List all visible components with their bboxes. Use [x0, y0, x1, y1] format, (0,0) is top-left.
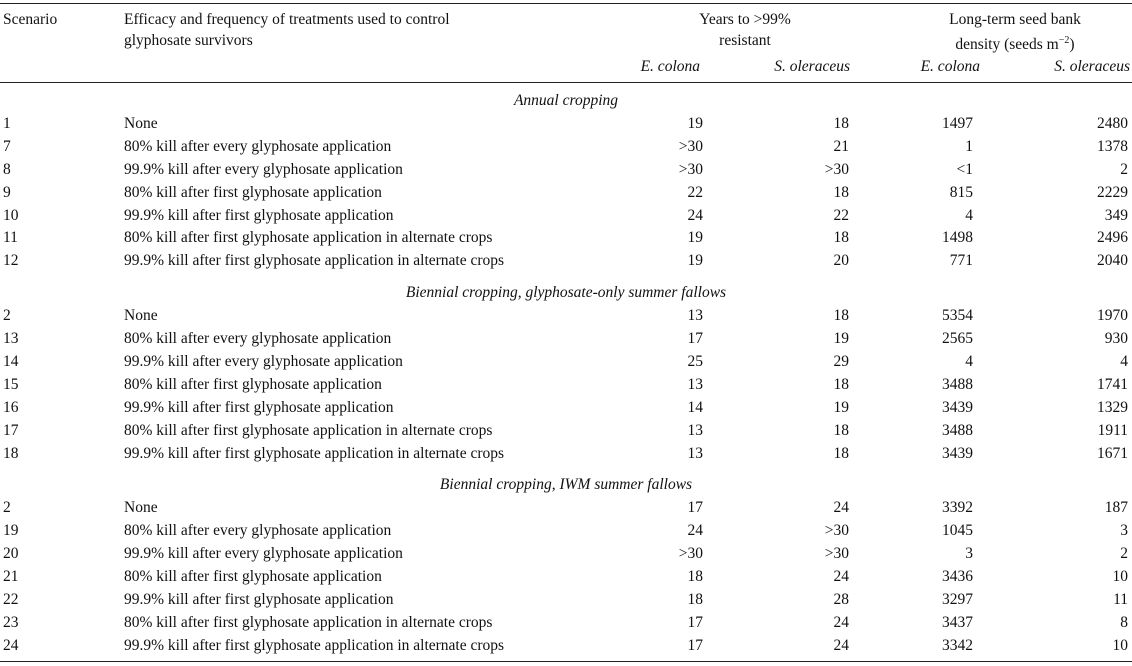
treatment-cell: None: [124, 307, 158, 325]
scenario-cell: 10: [3, 206, 19, 224]
density-so-cell: 930: [1104, 330, 1128, 347]
years-so-cell: 24: [833, 499, 849, 517]
density-so-cell: 8: [1120, 613, 1128, 631]
years-so-cell: 21: [833, 137, 849, 155]
density-so-cell: 4: [1120, 352, 1128, 370]
years-ec-cell: 17: [687, 636, 703, 654]
table-row: [0, 350, 1132, 373]
table-row: [0, 396, 1132, 419]
years-ec-cell: 13: [687, 421, 703, 439]
scenario-cell: 22: [3, 590, 19, 608]
treatment-cell: 80% kill after first glyphosate application in alternate crops: [124, 613, 493, 631]
years-ec-cell: 19: [687, 114, 703, 132]
treatment-cell: 99.9% kill after every glyphosate application: [124, 352, 403, 370]
years-so-cell: >30: [824, 545, 849, 563]
table-row: [0, 542, 1132, 565]
section-heading: [0, 89, 1132, 112]
scenario-cell: 21: [3, 568, 19, 585]
treatment-cell: 99.9% kill after first glyphosate application in alternate crops: [124, 252, 505, 270]
header-density-species-so: S. oleraceus: [1054, 58, 1130, 75]
treatment-cell: None: [124, 499, 158, 517]
table-row: [0, 249, 1132, 272]
years-so-cell: 29: [833, 352, 849, 370]
density-ec-cell: 4: [965, 206, 973, 224]
years-so-cell: 20: [833, 252, 849, 270]
scenario-cell: 7: [3, 137, 11, 155]
scenario-cell: 2: [3, 307, 11, 325]
table-row: [0, 634, 1132, 657]
section-heading-italic: Biennial cropping: [405, 284, 518, 302]
section-heading: [0, 473, 1132, 496]
treatment-cell: 80% kill after first glyphosate application: [124, 568, 382, 585]
scenario-cell: 15: [3, 375, 19, 393]
treatment-cell: 80% kill after first glyphosate application in alternate crops: [124, 229, 493, 247]
density-ec-cell: 771: [949, 252, 973, 270]
section-heading-rest: , glyphosate-only summer fallows: [517, 284, 727, 302]
table-row: [0, 158, 1132, 181]
years-so-cell: 24: [833, 613, 849, 631]
density-so-cell: 2: [1120, 545, 1128, 563]
table-row: [0, 304, 1132, 327]
header-rule: [0, 82, 1132, 83]
years-ec-cell: >30: [678, 545, 703, 563]
header-years: [650, 9, 840, 51]
table-row: [0, 135, 1132, 158]
scenario-cell: 19: [3, 522, 19, 540]
years-ec-cell: 17: [687, 330, 703, 347]
years-so-cell: 18: [833, 114, 849, 132]
table-row: [0, 496, 1132, 519]
scenario-cell: 2: [3, 499, 11, 517]
years-ec-cell: 19: [687, 229, 703, 247]
treatment-cell: None: [124, 114, 158, 132]
years-so-cell: 24: [833, 568, 849, 585]
density-ec-cell: 3439: [942, 398, 973, 416]
scenario-cell: 11: [3, 229, 18, 247]
density-ec-cell: 3: [965, 545, 973, 563]
years-ec-cell: 25: [687, 352, 703, 370]
table-row: [0, 611, 1132, 634]
density-ec-cell: <1: [956, 160, 973, 178]
header-density-line2: [918, 30, 1112, 55]
density-so-cell: 1970: [1097, 307, 1128, 325]
density-so-cell: 11: [1113, 590, 1128, 608]
years-ec-cell: 24: [687, 206, 703, 224]
years-ec-cell: 22: [687, 183, 703, 201]
treatment-cell: 99.9% kill after first glyphosate application: [124, 590, 394, 608]
header-years-line1: Years to >99%: [699, 11, 791, 28]
years-ec-cell: 13: [687, 375, 703, 393]
scenario-cell: 12: [3, 252, 19, 270]
density-so-cell: 349: [1104, 206, 1128, 224]
density-ec-cell: 5354: [942, 307, 973, 325]
density-so-cell: 1911: [1097, 421, 1128, 439]
header-years-line2: resistant: [719, 32, 771, 49]
header-treatment-line2: glyphosate survivors: [124, 32, 253, 49]
table-row: [0, 419, 1132, 442]
years-so-cell: 28: [833, 590, 849, 608]
scenario-cell: 16: [3, 398, 19, 416]
density-so-cell: 3: [1120, 522, 1128, 540]
scenario-cell: 1: [3, 114, 11, 132]
density-ec-cell: 815: [949, 183, 973, 201]
table-row: [0, 327, 1132, 350]
years-ec-cell: >30: [678, 137, 703, 155]
years-ec-cell: >30: [678, 160, 703, 178]
density-so-cell: 2229: [1097, 183, 1128, 201]
density-ec-cell: 1498: [942, 229, 973, 247]
years-so-cell: 19: [833, 398, 849, 416]
scenario-cell: 18: [3, 444, 19, 462]
treatment-cell: 99.9% kill after first glyphosate application in alternate crops: [124, 636, 505, 654]
scenario-cell: 24: [3, 636, 19, 654]
header-years-species-so: S. oleraceus: [774, 58, 850, 75]
table-row: [0, 519, 1132, 542]
density-ec-cell: 4: [965, 352, 973, 370]
density-ec-cell: 3297: [942, 590, 973, 608]
years-ec-cell: 18: [687, 590, 703, 608]
table-row: [0, 565, 1132, 588]
years-so-cell: 18: [833, 375, 849, 393]
treatment-cell: 80% kill after every glyphosate application: [124, 522, 392, 540]
years-ec-cell: 17: [687, 613, 703, 631]
years-so-cell: 18: [833, 444, 849, 462]
section-heading-italic: Biennial cropping: [439, 476, 552, 494]
treatment-cell: 99.9% kill after first glyphosate application in alternate crops: [124, 444, 505, 462]
density-ec-cell: 3437: [942, 613, 973, 631]
treatment-cell: 99.9% kill after first glyphosate application: [124, 398, 394, 416]
density-so-cell: 1378: [1097, 137, 1128, 155]
treatment-cell: 99.9% kill after first glyphosate application: [124, 206, 394, 224]
density-ec-cell: 1045: [942, 522, 973, 540]
years-ec-cell: 13: [687, 444, 703, 462]
years-so-cell: >30: [824, 160, 849, 178]
density-ec-cell: 1497: [942, 114, 973, 132]
table-row: [0, 442, 1132, 465]
scenario-cell: 20: [3, 545, 19, 563]
density-so-cell: 1329: [1097, 398, 1128, 416]
header-treatment: [124, 9, 450, 51]
header-density-close: ): [1069, 36, 1075, 54]
density-ec-cell: 3439: [942, 444, 973, 462]
years-ec-cell: 14: [687, 398, 703, 416]
density-so-cell: 1671: [1097, 444, 1128, 462]
treatment-cell: 99.9% kill after every glyphosate application: [124, 160, 403, 178]
density-so-cell: 187: [1104, 499, 1128, 517]
treatment-cell: 99.9% kill after every glyphosate application: [124, 545, 403, 563]
density-so-cell: 2: [1120, 160, 1128, 178]
density-ec-cell: 3392: [942, 499, 973, 517]
treatment-cell: 80% kill after first glyphosate application: [124, 183, 382, 201]
scenario-cell: 14: [3, 352, 19, 370]
density-so-cell: 2496: [1097, 229, 1128, 247]
density-ec-cell: 1: [965, 137, 973, 155]
header-years-species-ec: E. colona: [640, 58, 700, 75]
header-density-exponent: −2: [1058, 35, 1070, 46]
density-so-cell: 10: [1112, 636, 1128, 654]
years-so-cell: 18: [833, 421, 849, 439]
table-row: [0, 204, 1132, 227]
density-so-cell: 1741: [1097, 375, 1128, 393]
treatment-cell: 80% kill after first glyphosate application in alternate crops: [124, 421, 493, 439]
table-row: [0, 112, 1132, 135]
years-ec-cell: 17: [687, 499, 703, 517]
section-heading-italic: Annual cropping: [513, 92, 619, 109]
scenario-cell: 9: [3, 183, 11, 201]
table-row: [0, 373, 1132, 396]
density-ec-cell: 3436: [942, 568, 973, 585]
density-so-cell: 2480: [1097, 114, 1128, 132]
years-so-cell: 19: [833, 330, 849, 347]
header-density-line1: Long-term seed bank: [949, 11, 1081, 28]
header-density-unit: density (seeds m: [955, 36, 1059, 54]
table-row: [0, 181, 1132, 204]
bottom-rule: [0, 661, 1132, 662]
header-density-species-ec: E. colona: [920, 58, 980, 75]
treatment-cell: 80% kill after every glyphosate application: [124, 137, 392, 155]
years-so-cell: >30: [824, 522, 849, 540]
density-so-cell: 2040: [1097, 252, 1128, 270]
years-so-cell: 24: [833, 636, 849, 654]
years-ec-cell: 24: [687, 522, 703, 540]
density-so-cell: 10: [1112, 568, 1128, 585]
scenario-cell: 17: [3, 421, 19, 439]
scenario-cell: 23: [3, 613, 19, 631]
table-row: [0, 226, 1132, 249]
top-rule: [0, 3, 1132, 4]
density-ec-cell: 3488: [942, 421, 973, 439]
treatment-cell: 80% kill after every glyphosate application: [124, 330, 392, 347]
years-so-cell: 18: [833, 307, 849, 325]
years-so-cell: 18: [833, 183, 849, 201]
section-heading-rest: , IWM summer fallows: [551, 476, 693, 494]
section-heading: [0, 281, 1132, 304]
years-ec-cell: 18: [687, 568, 703, 585]
density-ec-cell: 2565: [942, 330, 973, 347]
density-ec-cell: 3488: [942, 375, 973, 393]
header-treatment-line1: Efficacy and frequency of treatments used to control: [124, 11, 450, 28]
scenario-cell: 13: [3, 330, 19, 347]
years-so-cell: 18: [833, 229, 849, 247]
header-scenario: Scenario: [3, 11, 58, 28]
treatment-cell: 80% kill after first glyphosate application: [124, 375, 382, 393]
scenario-cell: 8: [3, 160, 11, 178]
years-so-cell: 22: [833, 206, 849, 224]
header-density: [918, 9, 1112, 55]
years-ec-cell: 13: [687, 307, 703, 325]
table-row: [0, 588, 1132, 611]
density-ec-cell: 3342: [942, 636, 973, 654]
years-ec-cell: 19: [687, 252, 703, 270]
